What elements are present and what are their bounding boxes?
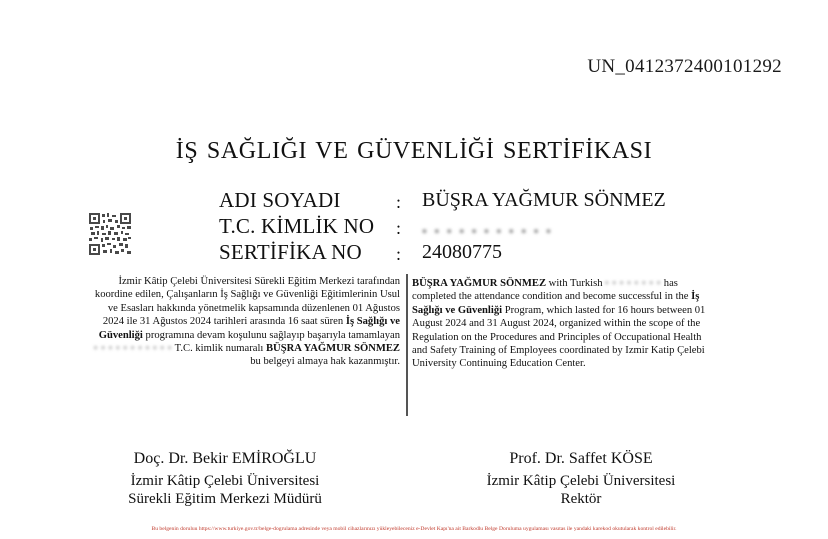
holder-name-en: BÜŞRA YAĞMUR SÖNMEZ [412,278,547,289]
tc-id-value [422,219,553,242]
signature-block-rector [450,450,712,508]
name-label: ADI SOYADI [219,188,341,212]
verification-footer: Bu belgenin doruluu https://www.turkiye.gov.tr/belge-dogrulama adresinde veya mobil cihazlarınızı yükleyebileceniz e-Devlet Kapı'na ait Barkodlu Belge Doruluma uygulaması vasıtas ile yandaki karekod okutularak kontrol edilebilir. [151,526,677,532]
program-name-tr: İş Sağlığı ve Güvenliği [98,316,400,341]
name-value: BÜŞRA YAĞMUR SÖNMEZ [422,189,666,211]
certificate-number-colon: : [396,244,402,264]
rector-name: Prof. Dr. Saffet KÖSE [509,450,653,467]
name-colon: : [396,192,402,212]
masked-tc-id-en: • • • • • • • • [605,278,662,288]
masked-tc-id-tr: • • • • • • • • • • • [94,343,173,354]
english-body-text: BÜŞRA YAĞMUR SÖNMEZ with Turkish • • • • • • • • has completed the attendance condition and become successful in the İş Sağlığı ve Güvenliği Program, which lasted for 16 hours between 01 August 2024 and 31 August 2024, organized within the scope of the Regulation on the Procedures and Principles of Occupational Health and Safety Training of Employees coordinated by Izmir Katip Çelebi University Continuing Education Center. [412,278,706,370]
masked-tc-id: • • • • • • • • • • • [422,225,553,240]
column-divider [406,274,408,416]
signature-block-director [96,450,354,508]
rector-title: Rektör [560,491,602,507]
director-university: İzmir Kâtip Çelebi Üniversitesi [130,473,320,489]
certificate-code: UN_0412372400101292 [587,56,782,77]
program-name-en: İş Sağlığı ve Güvenliği [412,291,700,316]
tc-id-label: T.C. KİMLİK NO [219,214,375,238]
tc-id-colon: : [396,218,402,238]
qr-code-icon[interactable] [88,212,132,256]
turkish-body-text: İzmir Kâtip Çelebi Üniversitesi Sürekli Eğitim Merkezi tarafından koordine edilen, Çalışanların İş Sağlığı ve Güvenliği Eğitimlerinin Usul ve Esasları hakkında yönetmelik kapsamında düzenlenen 01 Ağustos 2024 ile 31 Ağustos 2024 tarihleri arasında 16 saat süren İş Sağlığı ve Güvenliği programına devam koşulunu sağlayıp başarıyla tamamlayan • • • • • • • • • • • T.C. kimlik numaralı BÜŞRA YAĞMUR SÖNMEZ bu belgeyi almaya hak kazanmıştır. [94,276,400,368]
certificate-title: İŞ SAĞLIĞI VE GÜVENLİĞİ SERTİFİKASI [175,138,653,164]
rector-university: İzmir Kâtip Çelebi Üniversitesi [486,473,676,489]
director-title: Sürekli Eğitim Merkezi Müdürü [128,491,322,507]
certificate-number-label: SERTİFİKA NO [219,240,362,264]
holder-name-tr: BÜŞRA YAĞMUR SÖNMEZ [265,343,400,355]
director-name: Doç. Dr. Bekir EMİROĞLU [133,450,317,467]
certificate-number-value: 24080775 [422,241,502,263]
